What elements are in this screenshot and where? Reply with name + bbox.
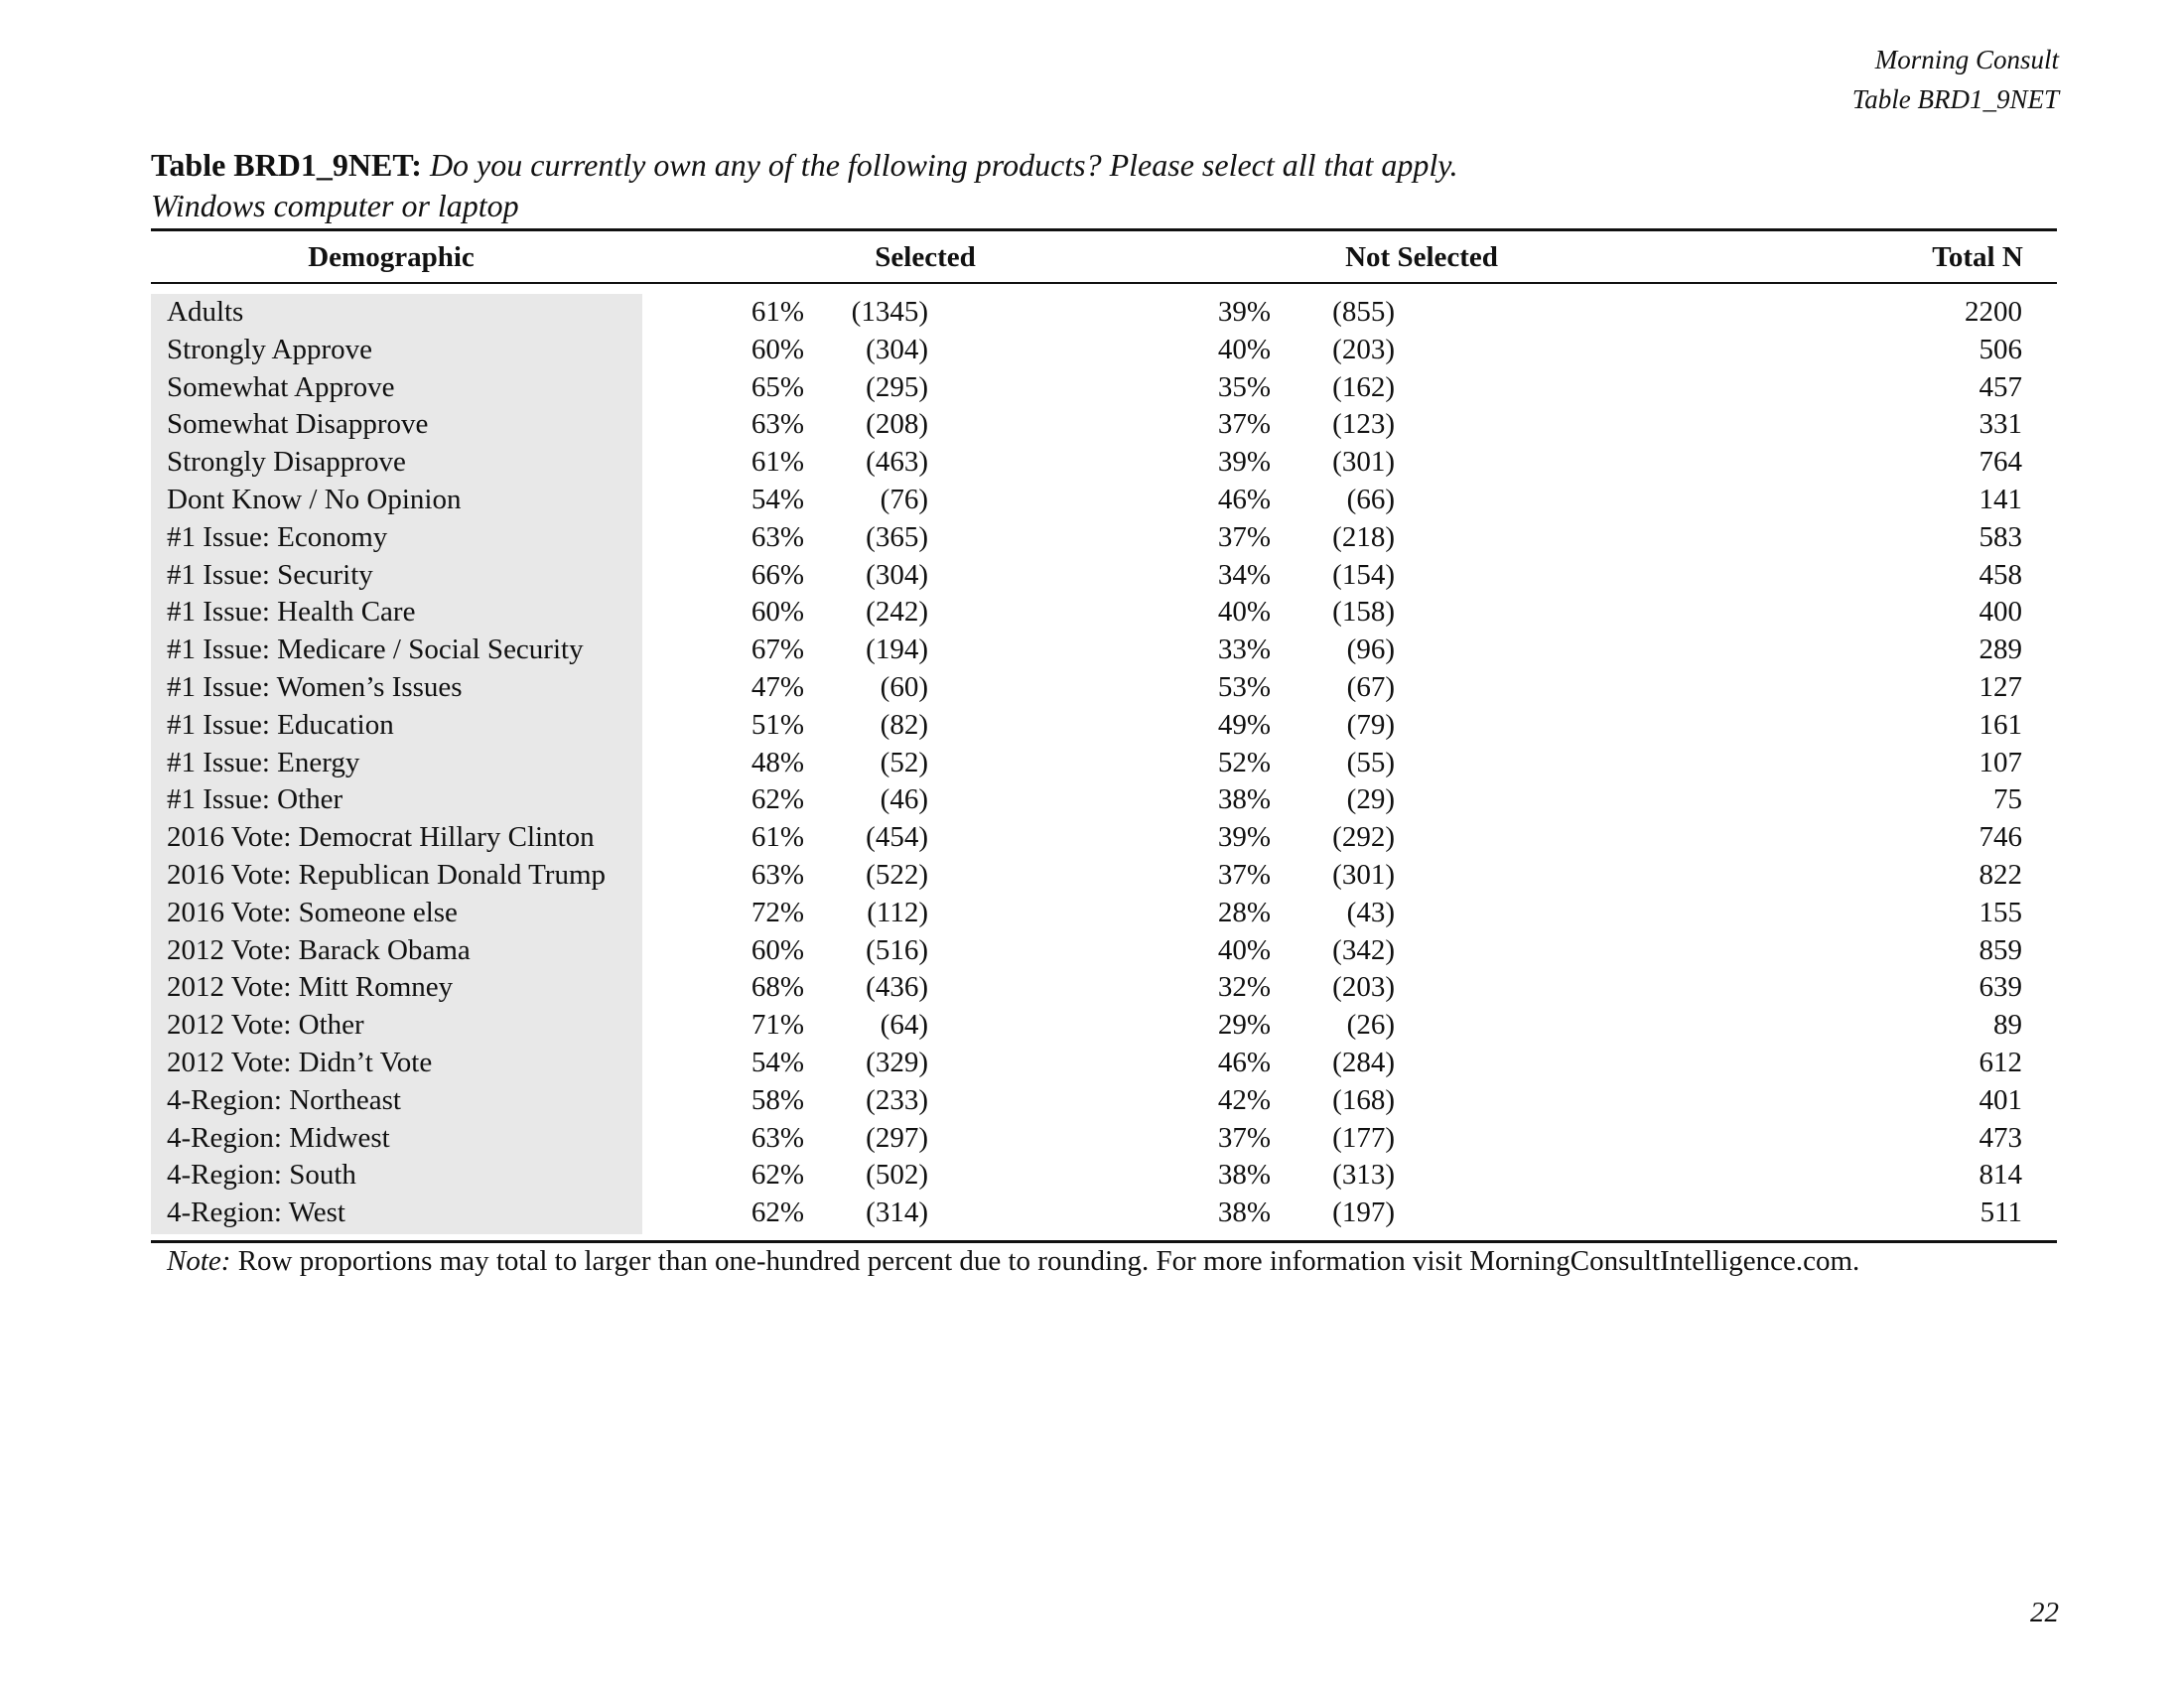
not-selected-percent: 49% bbox=[1217, 708, 1271, 741]
row-label: #1 Issue: Education bbox=[167, 708, 394, 741]
not-selected-percent: 46% bbox=[1217, 483, 1271, 515]
not-selected-percent: 33% bbox=[1217, 633, 1271, 666]
total-n: 127 bbox=[1979, 670, 2022, 703]
note-label: Note: bbox=[167, 1245, 231, 1277]
row-label: 4-Region: West bbox=[167, 1196, 345, 1229]
total-n: 859 bbox=[1979, 933, 2022, 966]
selected-percent: 63% bbox=[751, 1121, 804, 1154]
not-selected-percent: 39% bbox=[1217, 821, 1271, 854]
row-label: 2012 Vote: Other bbox=[167, 1009, 364, 1042]
not-selected-count: (284) bbox=[1332, 1046, 1395, 1078]
row-label: 2016 Vote: Democrat Hillary Clinton bbox=[167, 821, 595, 854]
not-selected-count: (66) bbox=[1346, 483, 1395, 515]
selected-percent: 72% bbox=[751, 896, 804, 928]
not-selected-count: (197) bbox=[1332, 1196, 1395, 1229]
table-row bbox=[151, 707, 2057, 745]
table-row bbox=[151, 632, 2057, 669]
total-n: 457 bbox=[1979, 370, 2022, 403]
selected-percent: 67% bbox=[751, 633, 804, 666]
not-selected-count: (342) bbox=[1332, 933, 1395, 966]
table-row bbox=[151, 781, 2057, 819]
table-row bbox=[151, 594, 2057, 632]
not-selected-count: (177) bbox=[1332, 1121, 1395, 1154]
not-selected-percent: 40% bbox=[1217, 596, 1271, 629]
total-n: 400 bbox=[1979, 596, 2022, 629]
selected-percent: 62% bbox=[751, 1159, 804, 1192]
table-row bbox=[151, 969, 2057, 1007]
total-n: 75 bbox=[1993, 783, 2022, 816]
selected-count: (314) bbox=[866, 1196, 928, 1229]
selected-count: (329) bbox=[866, 1046, 928, 1078]
selected-count: (46) bbox=[880, 783, 928, 816]
table-body bbox=[151, 294, 2057, 1232]
not-selected-percent: 38% bbox=[1217, 1159, 1271, 1192]
selected-percent: 54% bbox=[751, 483, 804, 515]
not-selected-count: (29) bbox=[1346, 783, 1395, 816]
row-label: 2012 Vote: Barack Obama bbox=[167, 933, 471, 966]
table-row bbox=[151, 1082, 2057, 1120]
not-selected-count: (123) bbox=[1332, 408, 1395, 441]
total-n: 639 bbox=[1979, 971, 2022, 1004]
table-question: Do you currently own any of the following products? Please select all that apply. bbox=[429, 147, 1458, 183]
selected-percent: 61% bbox=[751, 821, 804, 854]
row-label: 2016 Vote: Someone else bbox=[167, 896, 458, 928]
selected-count: (52) bbox=[880, 746, 928, 778]
not-selected-percent: 38% bbox=[1217, 1196, 1271, 1229]
total-n: 506 bbox=[1979, 333, 2022, 365]
selected-count: (516) bbox=[866, 933, 928, 966]
selected-count: (365) bbox=[866, 520, 928, 553]
table-title-label: Table BRD1_9NET: bbox=[151, 147, 422, 183]
total-n: 401 bbox=[1979, 1083, 2022, 1116]
not-selected-count: (855) bbox=[1332, 296, 1395, 328]
not-selected-percent: 40% bbox=[1217, 333, 1271, 365]
total-n: 511 bbox=[1979, 1196, 2022, 1229]
selected-count: (297) bbox=[866, 1121, 928, 1154]
selected-percent: 51% bbox=[751, 708, 804, 741]
row-label: #1 Issue: Medicare / Social Security bbox=[167, 633, 584, 666]
total-n: 764 bbox=[1979, 446, 2022, 479]
not-selected-count: (96) bbox=[1346, 633, 1395, 666]
table-row bbox=[151, 519, 2057, 557]
not-selected-count: (292) bbox=[1332, 821, 1395, 854]
selected-percent: 54% bbox=[751, 1046, 804, 1078]
table-note bbox=[167, 1241, 1859, 1281]
total-n: 155 bbox=[1979, 896, 2022, 928]
row-label: Somewhat Disapprove bbox=[167, 408, 429, 441]
row-label: #1 Issue: Economy bbox=[167, 520, 388, 553]
table-row bbox=[151, 1120, 2057, 1158]
selected-percent: 61% bbox=[751, 446, 804, 479]
selected-percent: 60% bbox=[751, 596, 804, 629]
selected-percent: 63% bbox=[751, 408, 804, 441]
total-n: 814 bbox=[1979, 1159, 2022, 1192]
total-n: 458 bbox=[1979, 558, 2022, 591]
row-label: Strongly Approve bbox=[167, 333, 373, 365]
not-selected-count: (313) bbox=[1332, 1159, 1395, 1192]
selected-count: (502) bbox=[866, 1159, 928, 1192]
selected-count: (295) bbox=[866, 370, 928, 403]
not-selected-percent: 37% bbox=[1217, 858, 1271, 891]
not-selected-percent: 52% bbox=[1217, 746, 1271, 778]
table-row bbox=[151, 1045, 2057, 1082]
selected-count: (1345) bbox=[851, 296, 928, 328]
selected-percent: 62% bbox=[751, 1196, 804, 1229]
row-label: Strongly Disapprove bbox=[167, 446, 406, 479]
running-head-table-ref: Table BRD1_9NET bbox=[1851, 84, 2059, 114]
selected-count: (304) bbox=[866, 558, 928, 591]
not-selected-count: (168) bbox=[1332, 1083, 1395, 1116]
not-selected-percent: 37% bbox=[1217, 1121, 1271, 1154]
table-row bbox=[151, 406, 2057, 444]
selected-percent: 58% bbox=[751, 1083, 804, 1116]
selected-count: (194) bbox=[866, 633, 928, 666]
not-selected-percent: 35% bbox=[1217, 370, 1271, 403]
selected-count: (64) bbox=[880, 1009, 928, 1042]
total-n: 583 bbox=[1979, 520, 2022, 553]
row-label: #1 Issue: Health Care bbox=[167, 596, 416, 629]
not-selected-count: (154) bbox=[1332, 558, 1395, 591]
table-row bbox=[151, 932, 2057, 970]
selected-percent: 61% bbox=[751, 296, 804, 328]
not-selected-percent: 39% bbox=[1217, 446, 1271, 479]
selected-count: (76) bbox=[880, 483, 928, 515]
table-row bbox=[151, 1157, 2057, 1195]
total-n: 107 bbox=[1979, 746, 2022, 778]
selected-count: (436) bbox=[866, 971, 928, 1004]
not-selected-count: (203) bbox=[1332, 971, 1395, 1004]
row-label: 4-Region: Northeast bbox=[167, 1083, 401, 1116]
table-row bbox=[151, 444, 2057, 482]
selected-percent: 60% bbox=[751, 933, 804, 966]
selected-percent: 48% bbox=[751, 746, 804, 778]
selected-percent: 68% bbox=[751, 971, 804, 1004]
total-n: 2200 bbox=[1965, 296, 2022, 328]
table-row bbox=[151, 819, 2057, 857]
total-n: 89 bbox=[1993, 1009, 2022, 1042]
table-row bbox=[151, 557, 2057, 595]
not-selected-percent: 53% bbox=[1217, 670, 1271, 703]
running-head-org: Morning Consult bbox=[1874, 45, 2059, 74]
not-selected-count: (162) bbox=[1332, 370, 1395, 403]
table-title bbox=[151, 145, 2057, 226]
row-label: #1 Issue: Other bbox=[167, 783, 343, 816]
table-row bbox=[151, 332, 2057, 369]
not-selected-percent: 42% bbox=[1217, 1083, 1271, 1116]
row-label: 2016 Vote: Republican Donald Trump bbox=[167, 858, 606, 891]
not-selected-percent: 28% bbox=[1217, 896, 1271, 928]
selected-percent: 62% bbox=[751, 783, 804, 816]
selected-count: (463) bbox=[866, 446, 928, 479]
row-label: #1 Issue: Security bbox=[167, 558, 373, 591]
total-n: 822 bbox=[1979, 858, 2022, 891]
column-header-demographic: Demographic bbox=[308, 241, 475, 273]
column-header-selected: Selected bbox=[875, 241, 976, 273]
selected-count: (522) bbox=[866, 858, 928, 891]
selected-count: (112) bbox=[867, 896, 928, 928]
note-text: Row proportions may total to larger than one-hundred percent due to rounding. For more information visit MorningConsultIntelligence.com. bbox=[237, 1245, 1860, 1277]
not-selected-count: (158) bbox=[1332, 596, 1395, 629]
not-selected-percent: 46% bbox=[1217, 1046, 1271, 1078]
row-label: 2012 Vote: Mitt Romney bbox=[167, 971, 454, 1004]
table-row bbox=[151, 369, 2057, 407]
row-label: 4-Region: South bbox=[167, 1159, 356, 1192]
total-n: 331 bbox=[1979, 408, 2022, 441]
selected-percent: 71% bbox=[751, 1009, 804, 1042]
selected-percent: 60% bbox=[751, 333, 804, 365]
selected-count: (242) bbox=[866, 596, 928, 629]
table-subtitle: Windows computer or laptop bbox=[151, 188, 519, 223]
not-selected-percent: 39% bbox=[1217, 296, 1271, 328]
selected-count: (304) bbox=[866, 333, 928, 365]
not-selected-count: (26) bbox=[1346, 1009, 1395, 1042]
not-selected-count: (67) bbox=[1346, 670, 1395, 703]
not-selected-count: (55) bbox=[1346, 746, 1395, 778]
selected-count: (233) bbox=[866, 1083, 928, 1116]
selected-count: (208) bbox=[866, 408, 928, 441]
not-selected-count: (43) bbox=[1346, 896, 1395, 928]
row-label: Adults bbox=[167, 296, 244, 328]
not-selected-count: (203) bbox=[1332, 333, 1395, 365]
row-label: #1 Issue: Women’s Issues bbox=[167, 670, 463, 703]
not-selected-percent: 37% bbox=[1217, 520, 1271, 553]
row-label: Dont Know / No Opinion bbox=[167, 483, 462, 515]
not-selected-percent: 29% bbox=[1217, 1009, 1271, 1042]
total-n: 141 bbox=[1979, 483, 2022, 515]
table-row bbox=[151, 745, 2057, 782]
selected-count: (60) bbox=[880, 670, 928, 703]
table-row bbox=[151, 482, 2057, 519]
table-row bbox=[151, 895, 2057, 932]
row-label: Somewhat Approve bbox=[167, 370, 395, 403]
selected-percent: 65% bbox=[751, 370, 804, 403]
not-selected-percent: 32% bbox=[1217, 971, 1271, 1004]
row-label: 4-Region: Midwest bbox=[167, 1121, 390, 1154]
row-label: 2012 Vote: Didn’t Vote bbox=[167, 1046, 433, 1078]
not-selected-count: (218) bbox=[1332, 520, 1395, 553]
not-selected-percent: 38% bbox=[1217, 783, 1271, 816]
total-n: 161 bbox=[1979, 708, 2022, 741]
total-n: 612 bbox=[1979, 1046, 2022, 1078]
table-row bbox=[151, 669, 2057, 707]
not-selected-percent: 37% bbox=[1217, 408, 1271, 441]
selected-count: (454) bbox=[866, 821, 928, 854]
row-label: #1 Issue: Energy bbox=[167, 746, 360, 778]
total-n: 289 bbox=[1979, 633, 2022, 666]
selected-percent: 63% bbox=[751, 520, 804, 553]
page-number: 22 bbox=[2030, 1597, 2059, 1628]
not-selected-percent: 34% bbox=[1217, 558, 1271, 591]
selected-percent: 66% bbox=[751, 558, 804, 591]
selected-percent: 63% bbox=[751, 858, 804, 891]
table-top-rule bbox=[151, 228, 2057, 231]
column-header-total: Total N bbox=[1932, 241, 2023, 273]
table-row bbox=[151, 1195, 2057, 1232]
table-row bbox=[151, 857, 2057, 895]
column-header-not-selected: Not Selected bbox=[1345, 241, 1498, 273]
table-row bbox=[151, 1007, 2057, 1045]
not-selected-percent: 40% bbox=[1217, 933, 1271, 966]
not-selected-count: (301) bbox=[1332, 446, 1395, 479]
running-head bbox=[1852, 40, 2059, 119]
table-row bbox=[151, 294, 2057, 332]
table-header bbox=[151, 232, 2057, 282]
selected-percent: 47% bbox=[751, 670, 804, 703]
not-selected-count: (79) bbox=[1346, 708, 1395, 741]
total-n: 473 bbox=[1979, 1121, 2022, 1154]
not-selected-count: (301) bbox=[1332, 858, 1395, 891]
total-n: 746 bbox=[1979, 821, 2022, 854]
selected-count: (82) bbox=[880, 708, 928, 741]
table-header-rule bbox=[151, 282, 2057, 284]
